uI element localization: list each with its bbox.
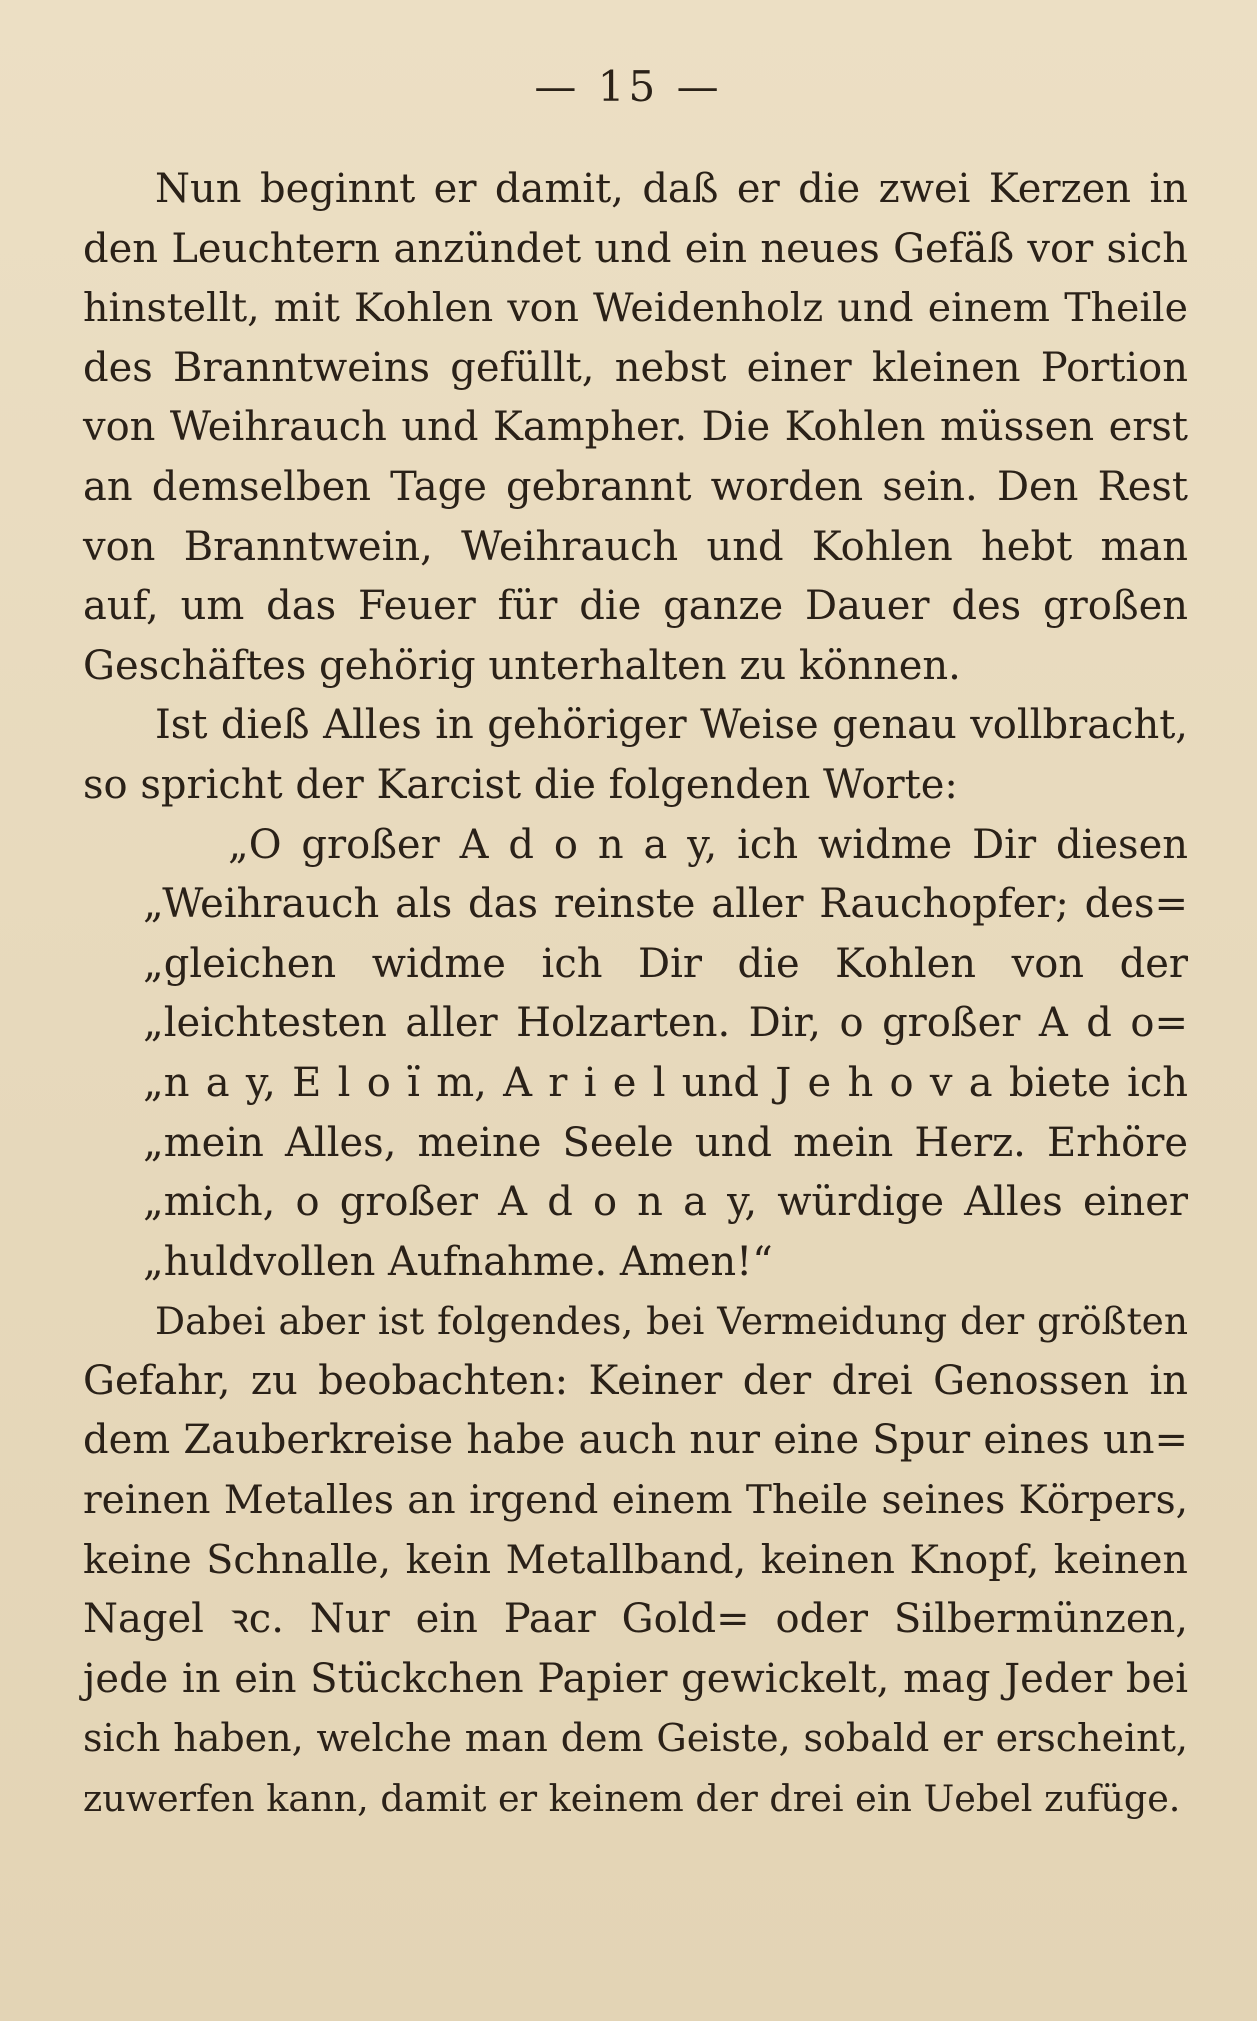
paragraph-4 <box>83 1292 1188 1828</box>
text-line: „mein Alles, meine Seele und mein Herz. Erhöre <box>143 1119 1188 1166</box>
text-line: Nagel ꝛc. Nur ein Paar Gold= oder Silbermünzen, <box>83 1596 1188 1643</box>
paragraph-1 <box>83 160 1188 696</box>
text-line: sich haben, welche man dem Geiste, sobald er erscheint, <box>83 1716 1188 1761</box>
text-line: Nun beginnt er damit, daß er die zwei Kerzen in <box>155 166 1188 212</box>
text-line: hinstellt, mit Kohlen von Weidenholz und einem Theile <box>83 285 1188 332</box>
body-text <box>83 160 1188 1829</box>
text-line: reinen Metalles an irgend einem Theile seines Körpers, <box>83 1478 1188 1524</box>
text-line: Geschäftes gehörig unterhalten zu können. <box>83 642 961 689</box>
text-line: zuwerfen kann, damit er keinem der drei ein Uebel zufüge. <box>83 1777 1181 1821</box>
prayer-quote <box>83 816 1188 1293</box>
text-line: so spricht der Karcist die folgenden Worte: <box>83 761 958 808</box>
text-line: Dabei aber ist folgendes, bei Vermeidung der größten <box>155 1299 1188 1344</box>
page-number: — 15 — <box>534 62 723 111</box>
text-line: jede in ein Stückchen Papier gewickelt, mag Jeder bei <box>83 1655 1188 1702</box>
text-line: des Branntweins gefüllt, nebst einer kleinen Portion <box>83 344 1188 391</box>
text-line: „n a y, E l o ï m, A r i e l und J e h o v a biete ich <box>143 1059 1188 1106</box>
text-line: „leichtesten aller Holzarten. Dir, o großer A d o= <box>143 1000 1188 1047</box>
paragraph-2 <box>83 696 1188 815</box>
text-line: an demselben Tage gebrannt worden sein. Den Rest <box>83 463 1188 510</box>
text-line: Gefahr, zu beobachten: Keiner der drei Genossen in <box>83 1357 1188 1404</box>
text-line: von Branntwein, Weihrauch und Kohlen hebt man <box>83 523 1188 570</box>
text-line: „gleichen widme ich Dir die Kohlen von der <box>143 940 1188 987</box>
text-line: „huldvollen Aufnahme. Amen!“ <box>143 1238 773 1285</box>
text-line: „mich, o großer A d o n a y, würdige Alles einer <box>143 1179 1188 1226</box>
text-line: den Leuchtern anzündet und ein neues Gefäß vor sich <box>83 225 1188 272</box>
text-line: auf, um das Feuer für die ganze Dauer des großen <box>83 583 1188 630</box>
text-line: dem Zauberkreise habe auch nur eine Spur eines un= <box>83 1417 1188 1464</box>
text-line: keine Schnalle, kein Metallband, keinen Knopf, keinen <box>83 1536 1188 1583</box>
text-line: „Weihrauch als das reinste aller Rauchopfer; des= <box>143 881 1188 928</box>
text-line: Ist dieß Alles in gehöriger Weise genau vollbracht, <box>155 702 1188 749</box>
text-line: „O großer A d o n a y, ich widme Dir diesen <box>228 821 1188 868</box>
text-line: von Weihrauch und Kampher. Die Kohlen müssen erst <box>83 404 1188 451</box>
